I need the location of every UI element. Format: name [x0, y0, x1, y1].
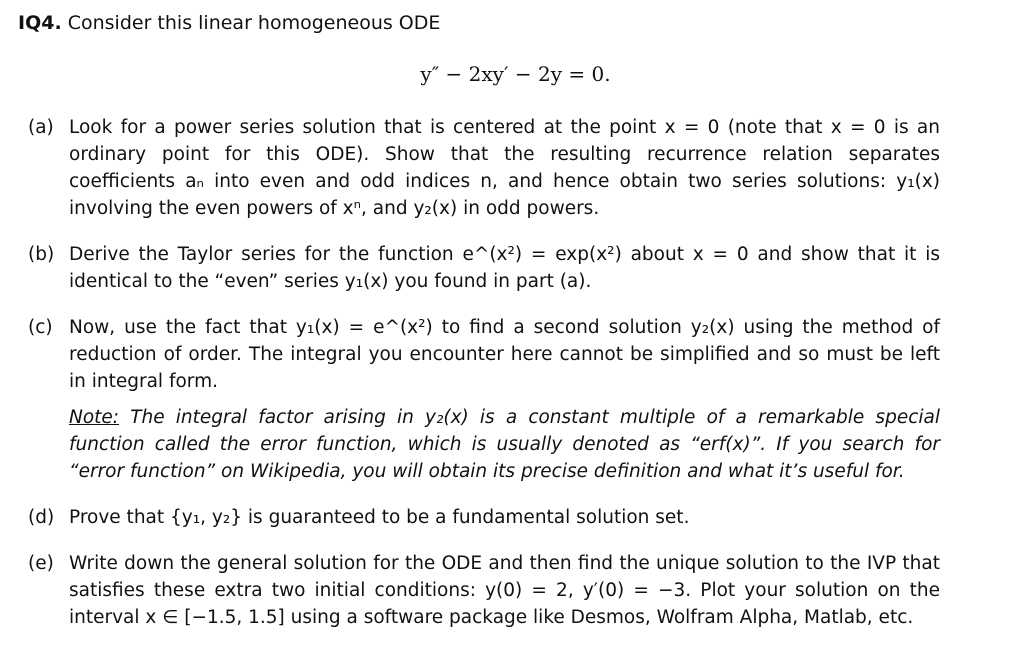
part-b-label: (b) [28, 244, 55, 265]
part-d-text: Prove that {y₁, y₂} is guaranteed to be a fundamental solution set. [69, 507, 690, 528]
part-a-text: Look for a power series solution that is centered at the point x = 0 (note that x = 0 is an ordinary point for this ODE). Show that the resulting recurrence relation separates coefficients aₙ into even and odd indices n, and hence obtain two series solutions: y₁(x) involving the even powers of xⁿ, and y₂(x) in odd powers. [69, 117, 940, 219]
note-text: The integral factor arising in y₂(x) is a constant multiple of a remarkable special function called the error function, which is usually denoted as “erf(x)”. If you search for “error function” on Wikipedia, you will obtain its precise definition and what it’s useful for. [69, 407, 940, 482]
part-c [28, 314, 940, 395]
part-e [28, 550, 940, 631]
part-d-label: (d) [28, 507, 55, 528]
part-c-label: (c) [28, 317, 53, 338]
part-a [28, 114, 940, 222]
problem-intro: Consider this linear homogeneous ODE [67, 12, 441, 34]
part-b-text: Derive the Taylor series for the function e^(x²) = exp(x²) about x = 0 and show that it is identical to the “even” series y₁(x) you found in part (a). [69, 244, 940, 292]
ode-equation: y″ − 2xy′ − 2y = 0. [420, 62, 611, 86]
problem-id: IQ4. [18, 12, 62, 34]
part-a-label: (a) [28, 117, 54, 138]
note-block [69, 404, 940, 485]
part-c-text: Now, use the fact that y₁(x) = e^(x²) to find a second solution y₂(x) using the method of reduction of order. The integral you encounter here cannot be simplified and so must be left in integral form. [69, 317, 940, 392]
part-e-label: (e) [28, 553, 54, 574]
note-label: Note: [69, 407, 120, 428]
part-d [28, 504, 940, 531]
problem-heading [18, 12, 440, 34]
part-e-text: Write down the general solution for the ODE and then find the unique solution to the IVP that satisfies these extra two initial conditions: y(0) = 2, y′(0) = −3. Plot your solution on the interval x ∈ [−1.5, 1.5] using a software package like Desmos, Wolfram Alpha, Matlab, etc. [69, 553, 940, 628]
part-b [28, 241, 940, 295]
